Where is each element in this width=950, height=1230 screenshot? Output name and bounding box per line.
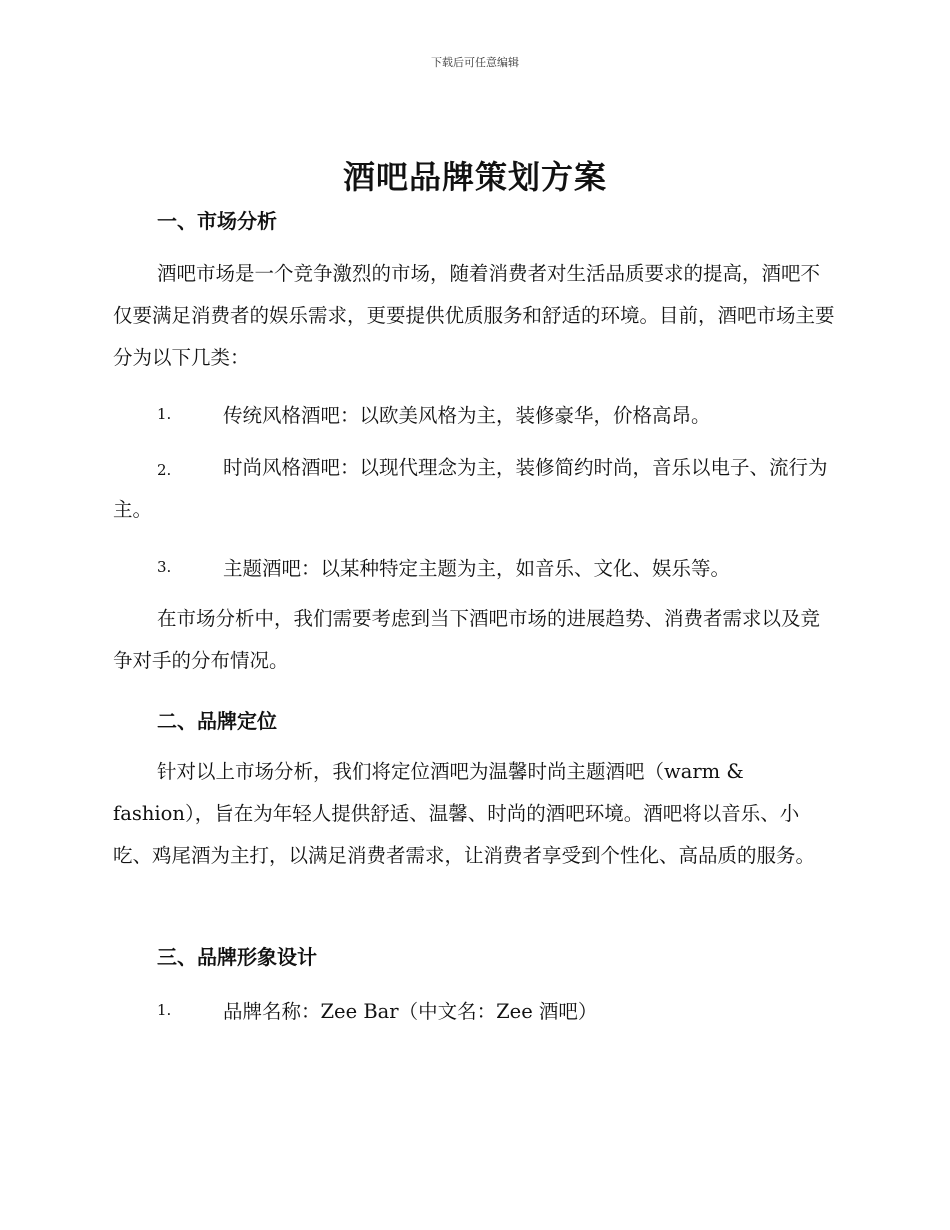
market-analysis-intro <box>113 253 838 379</box>
brand-positioning-body <box>113 751 838 877</box>
document-title: 酒吧品牌策划方案 <box>342 158 607 196</box>
list-number: 2. <box>157 461 172 479</box>
paragraph: 针对以上市场分析，我们将定位酒吧为温馨时尚主题酒吧（warm & fashion），旨在为年轻人提供舒适、温馨、时尚的酒吧环境。酒吧将以音乐、小吃、鸡尾酒为主打，以满足消费者需求，让消费者享受到个性化、高品质的服务。 <box>113 760 816 867</box>
list-item-text: 品牌名称：Zee Bar（中文名：Zee 酒吧） <box>223 1000 598 1023</box>
list-item-text: 时尚风格酒吧：以现代理念为主，装修简约时尚，音乐以电子、流行为主。 <box>113 456 828 521</box>
list-number: 1. <box>157 1001 172 1019</box>
section-heading-brand-positioning: 二、品牌定位 <box>157 709 277 733</box>
market-analysis-summary <box>113 598 838 682</box>
list-number: 1. <box>157 405 172 423</box>
list-item-text: 传统风格酒吧：以欧美风格为主，装修豪华，价格高昂。 <box>223 404 711 427</box>
paragraph: 酒吧市场是一个竞争激烈的市场，随着消费者对生活品质要求的提高，酒吧不仅要满足消费者的娱乐需求，更要提供优质服务和舒适的环境。目前，酒吧市场主要分为以下几类： <box>113 262 835 369</box>
section-heading-brand-image: 三、品牌形象设计 <box>157 945 317 969</box>
paragraph: 在市场分析中，我们需要考虑到当下酒吧市场的进展趋势、消费者需求以及竞争对手的分布情况。 <box>113 607 821 672</box>
list-number: 3. <box>157 558 172 576</box>
list-item-text: 主题酒吧：以某种特定主题为主，如音乐、文化、娱乐等。 <box>223 557 731 580</box>
header-note: 下载后可任意编辑 <box>431 56 519 69</box>
section-heading-market-analysis: 一、市场分析 <box>157 209 277 233</box>
